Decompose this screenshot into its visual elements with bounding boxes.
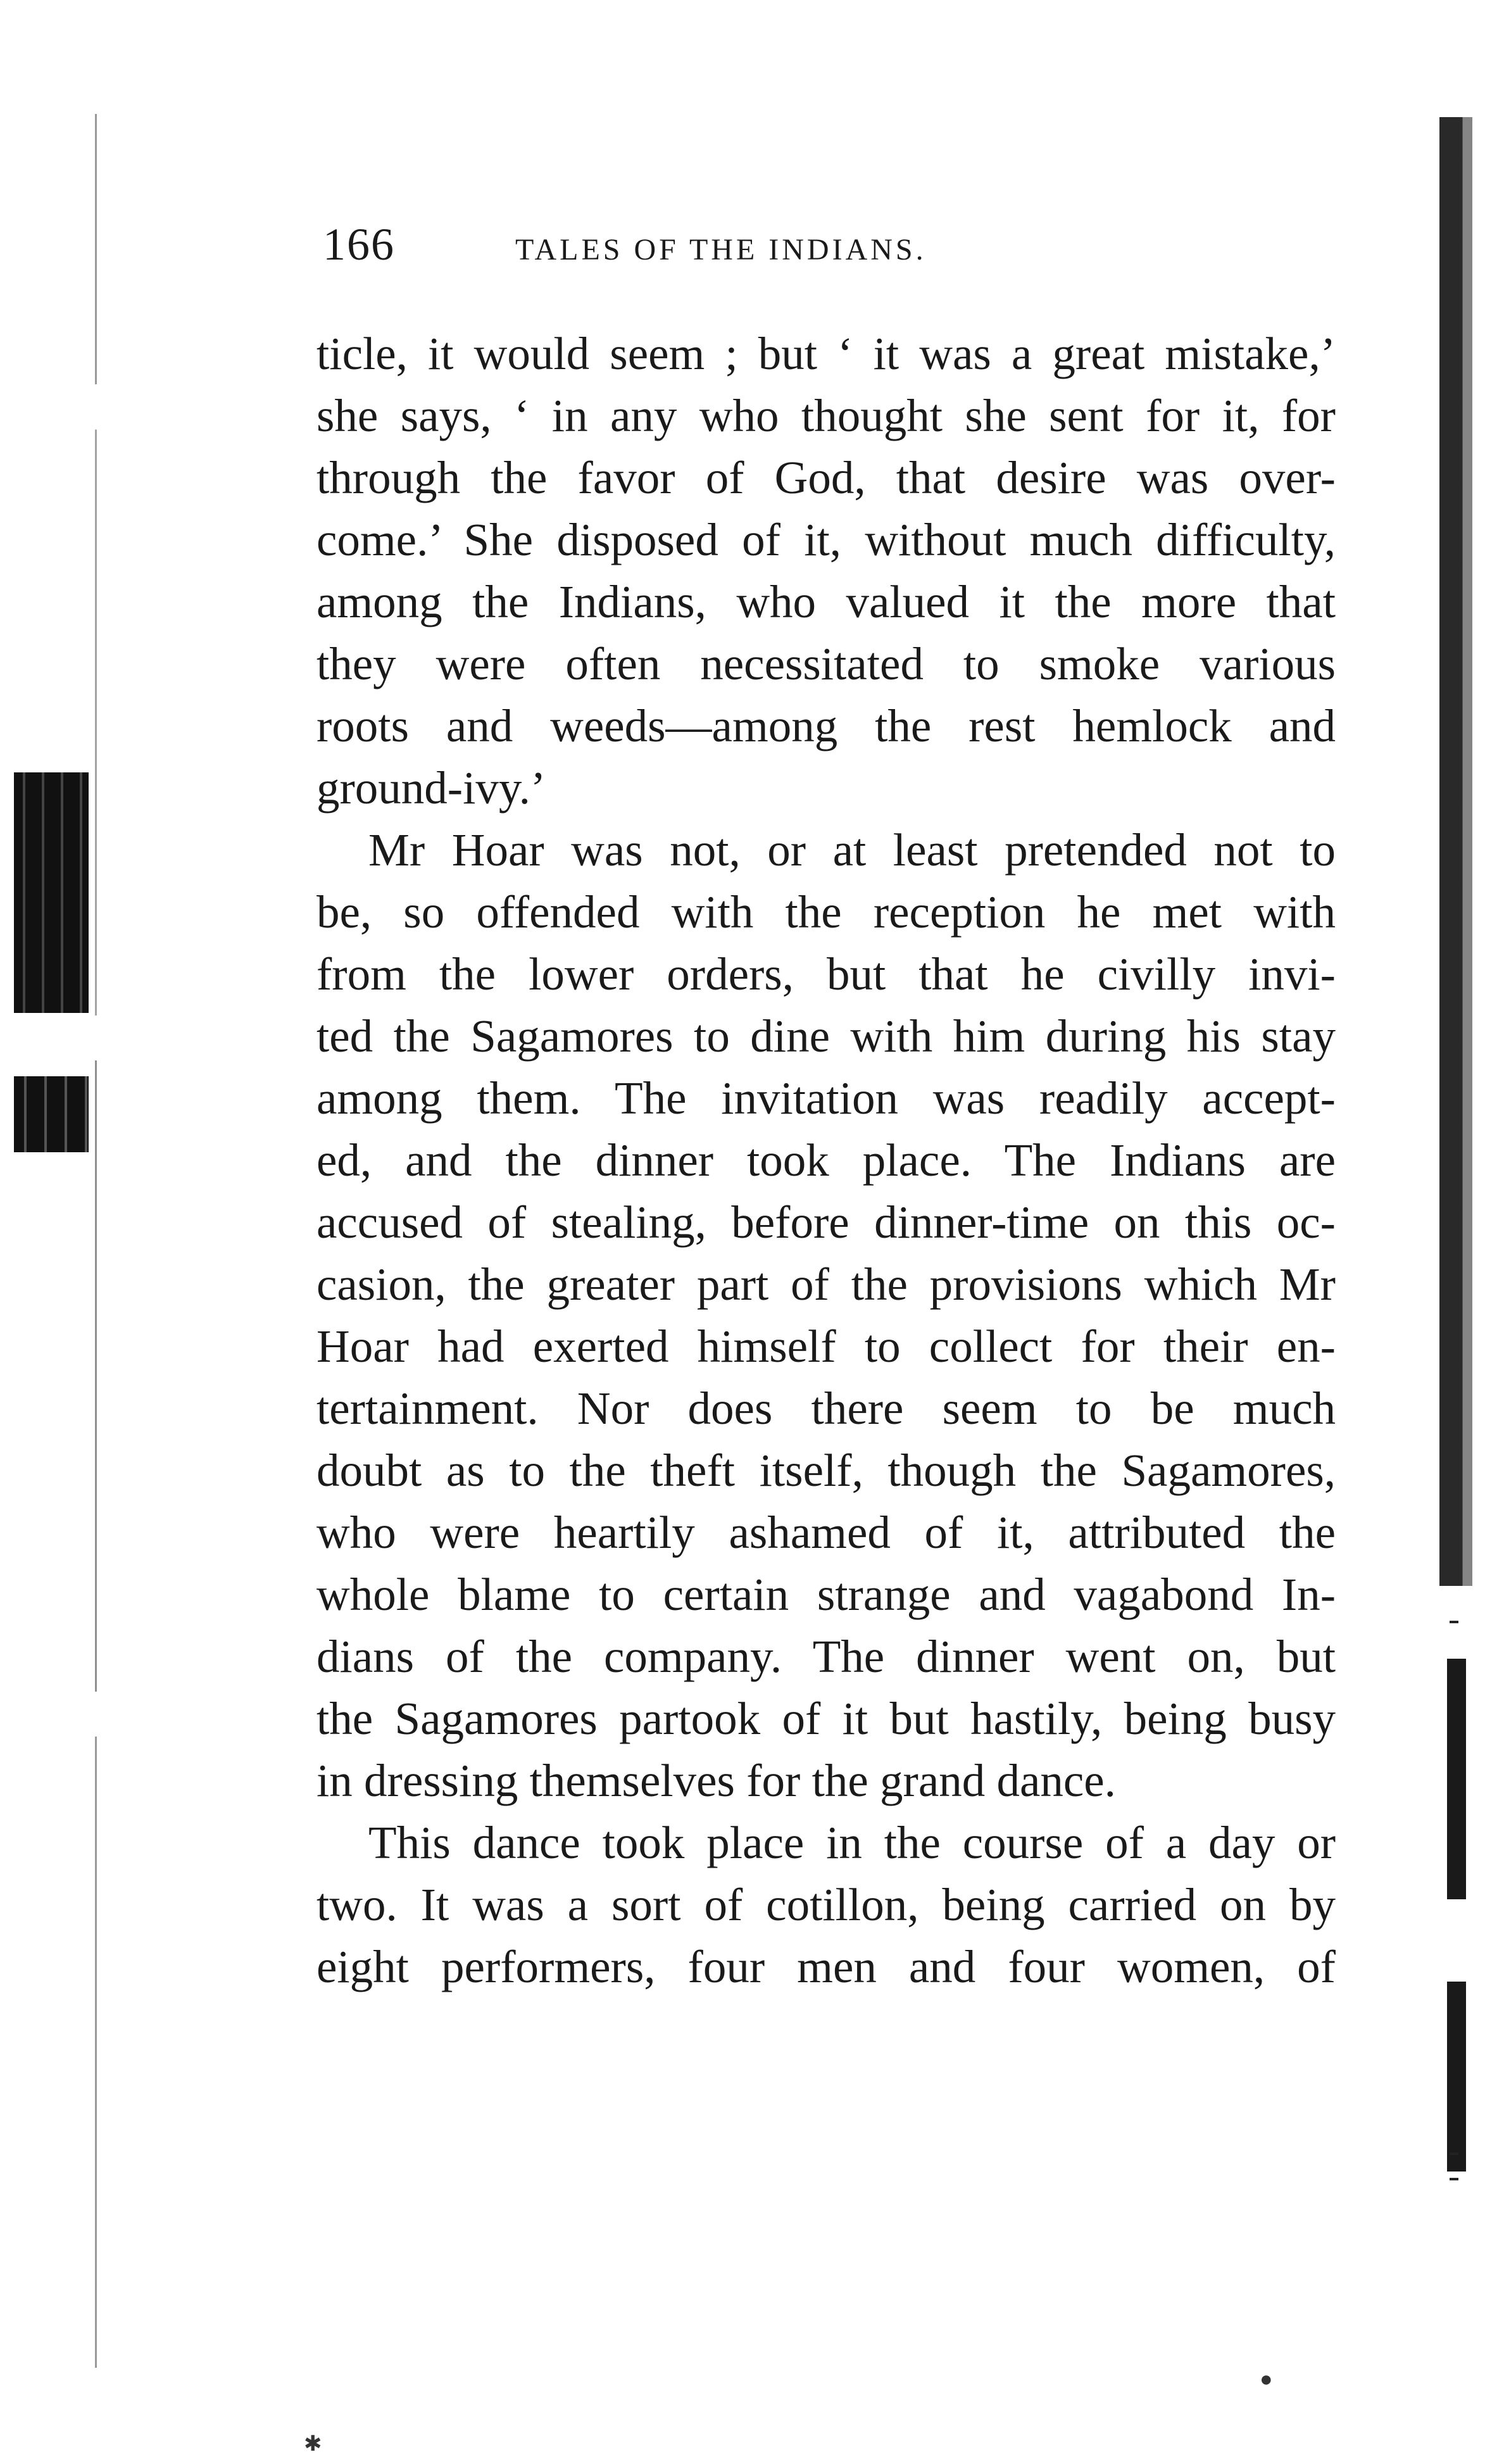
text-line: the Sagamores partook of it but hastily, being busy xyxy=(316,1693,1336,1744)
scan-artifact-dash xyxy=(1450,1621,1458,1623)
text-line: they were often necessitated to smoke various xyxy=(316,638,1336,689)
text-line: among the Indians, who valued it the more that xyxy=(316,576,1336,627)
text-line: she says, ‘ in any who thought she sent for it, for xyxy=(316,390,1336,441)
text-line: among them. The invitation was readily accept- xyxy=(316,1072,1336,1124)
text-line: Mr Hoar was not, or at least pretended not to xyxy=(368,824,1336,876)
scan-artifact-block xyxy=(14,772,89,1013)
text-line: ground-ivy.’ xyxy=(316,762,546,814)
text-line: tertainment. Nor does there seem to be much xyxy=(316,1383,1336,1434)
running-head xyxy=(323,218,1367,288)
text-line: ed, and the dinner took place. The Indians are xyxy=(316,1135,1336,1186)
page-number: 166 xyxy=(323,219,395,270)
text-line: ted the Sagamores to dine with him during his stay xyxy=(316,1010,1336,1062)
text-line: casion, the greater part of the provisions which Mr xyxy=(316,1259,1336,1310)
ink-speck: ● xyxy=(1260,2368,1273,2391)
text-line: from the lower orders, but that he civilly invi- xyxy=(316,948,1336,1000)
scan-edge-line xyxy=(95,114,97,2368)
left-scan-margin xyxy=(0,0,108,2464)
text-line: doubt as to the theft itself, though the Sagamores, xyxy=(316,1445,1336,1496)
scan-artifact-block xyxy=(14,1076,89,1152)
text-line: This dance took place in the course of a day or xyxy=(368,1817,1336,1868)
text-line: come.’ She disposed of it, without much difficulty, xyxy=(316,514,1336,565)
scan-artifact-dash xyxy=(1450,2153,1458,2155)
text-line: in dressing themselves for the grand dance. xyxy=(316,1755,1116,1806)
text-line: roots and weeds—among the rest hemlock and xyxy=(316,700,1336,751)
text-line: Hoar had exerted himself to collect for their en- xyxy=(316,1321,1336,1372)
text-line: two. It was a sort of cotillon, being carried on by xyxy=(316,1879,1336,1930)
text-line: eight performers, four men and four women, of xyxy=(316,1941,1336,1992)
text-line: through the favor of God, that desire was over- xyxy=(316,452,1336,503)
text-line: whole blame to certain strange and vagabond In- xyxy=(316,1569,1336,1620)
text-line: accused of stealing, before dinner-time on this oc- xyxy=(316,1197,1336,1248)
scan-artifact-dash xyxy=(1450,2178,1458,2180)
text-line: ticle, it would seem ; but ‘ it was a great mistake,’ xyxy=(316,328,1336,379)
ink-speck: ✱ xyxy=(304,2432,322,2456)
text-line: who were heartily ashamed of it, attributed the xyxy=(316,1507,1336,1558)
scan-artifact-bar xyxy=(1447,1659,1466,1899)
running-title: TALES OF THE INDIANS. xyxy=(515,233,927,267)
text-line: be, so offended with the reception he met with xyxy=(316,886,1336,938)
right-scan-margin xyxy=(1434,0,1504,2464)
body-text xyxy=(316,323,1336,2032)
scan-artifact-bar xyxy=(1439,117,1472,1586)
text-line: dians of the company. The dinner went on, but xyxy=(316,1631,1336,1682)
scan-artifact-bar xyxy=(1447,1982,1466,2172)
